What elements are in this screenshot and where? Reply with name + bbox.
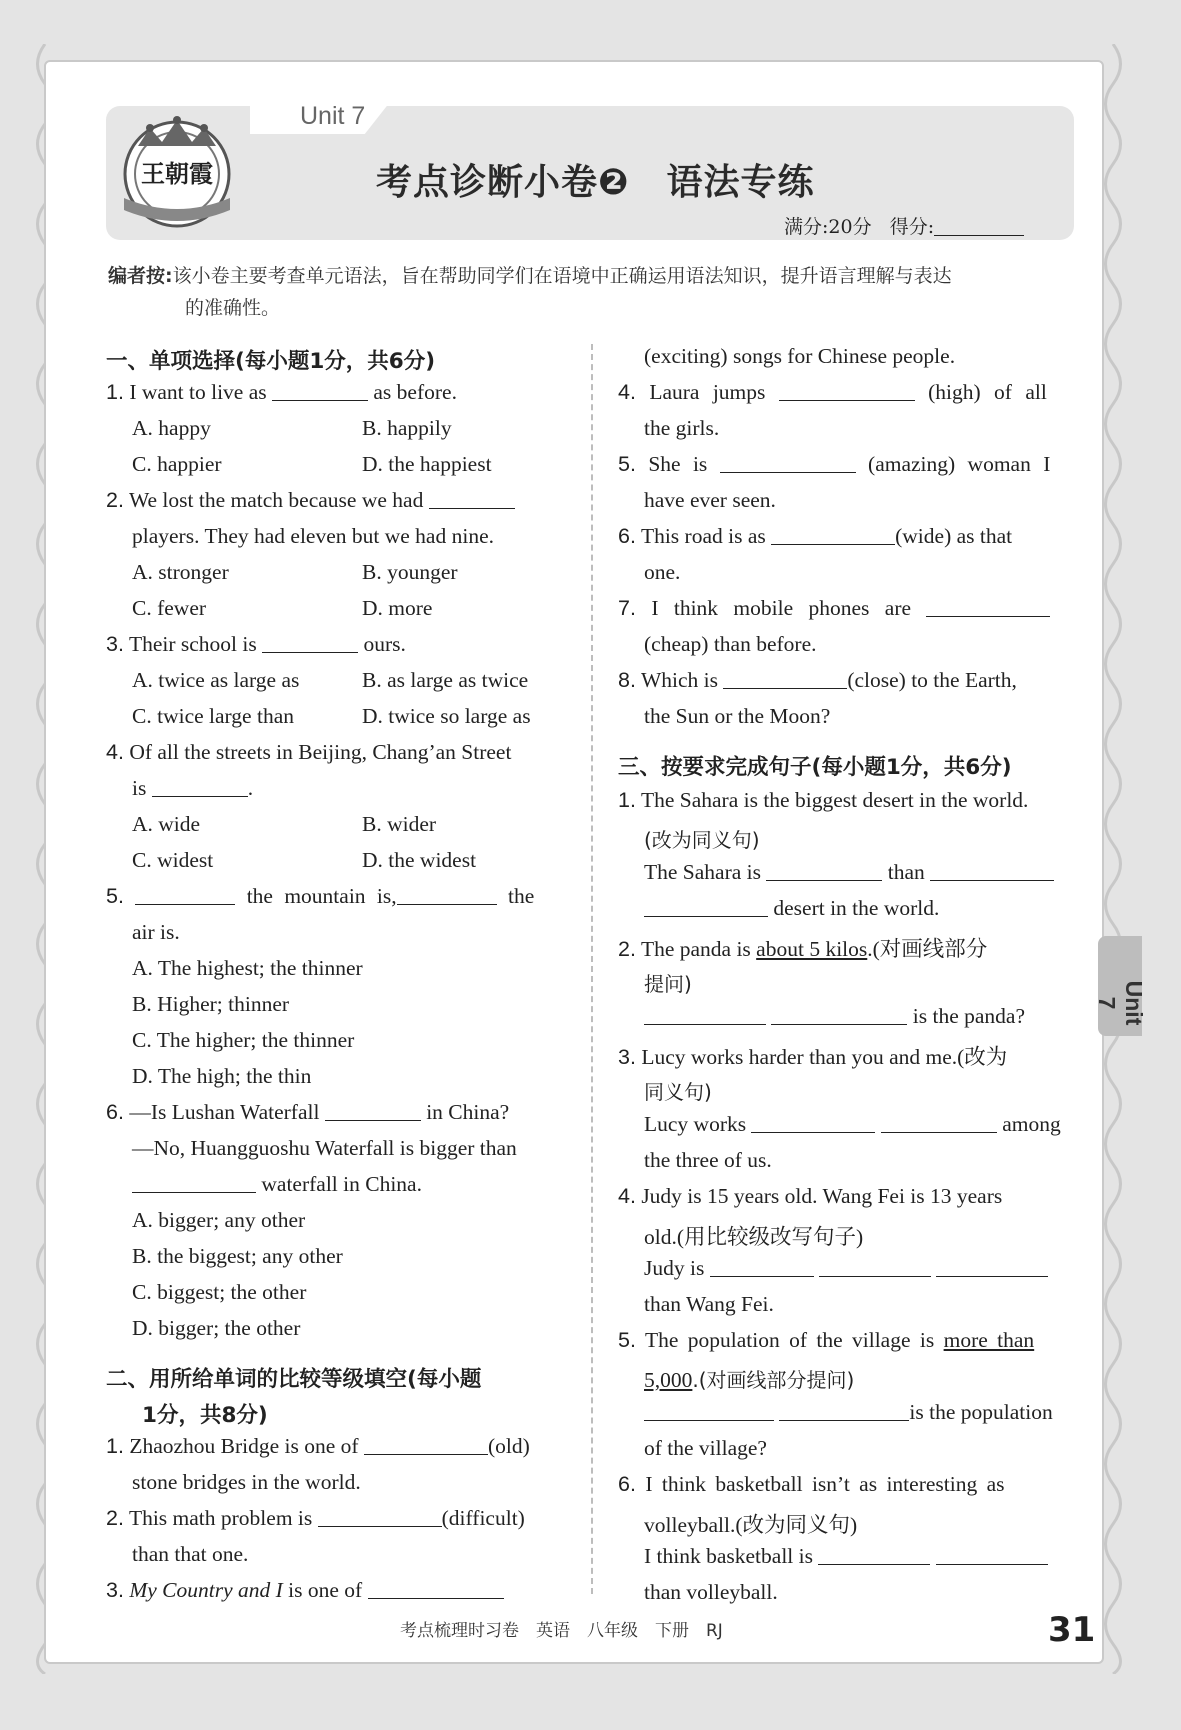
answer-blank[interactable] — [368, 1579, 504, 1599]
full-score: 满分:20分 — [784, 216, 872, 238]
s1-question-2: 2. We lost the match because we had — [106, 488, 515, 513]
answer-blank-1[interactable] — [818, 1545, 930, 1565]
s3-q3-line3: Lucy works among — [644, 1112, 1061, 1136]
footer-text: 考点梳理时习卷 英语 八年级 下册 RJ — [400, 1621, 723, 1641]
answer-blank-2[interactable] — [771, 1005, 907, 1025]
s3-q2-line3: is the panda? — [644, 1004, 1025, 1029]
answer-blank[interactable] — [318, 1507, 442, 1527]
s1-q2-option-b[interactable]: B. younger — [362, 560, 458, 584]
underlined-part-1: more than — [943, 1328, 1035, 1352]
s1-q5-option-a[interactable]: A. The highest; the thinner — [132, 956, 363, 980]
s1-q4-line2: is . — [132, 776, 254, 800]
s1-q6-option-c[interactable]: C. biggest; the other — [132, 1280, 307, 1304]
s3-question-5: 5. The population of the village is more than — [618, 1328, 1035, 1352]
section3-title: 三、按要求完成句子(每小题1分，共6分) — [618, 755, 1012, 780]
section2-title-line1: 二、用所给单词的比较等级填空(每小题 — [106, 1367, 482, 1392]
s1-q6-option-a[interactable]: A. bigger; any other — [132, 1208, 306, 1232]
answer-blank-1[interactable] — [751, 1113, 875, 1133]
s3-q3-instruction: 同义句) — [644, 1080, 712, 1104]
s1-q2-option-a[interactable]: A. stronger — [132, 560, 229, 584]
s1-q4-option-c[interactable]: C. widest — [132, 848, 214, 872]
s1-q1-option-a[interactable]: A. happy — [132, 416, 211, 440]
s1-q2-line2: players. They had eleven but we had nine. — [132, 524, 494, 548]
s2-q8-line2: the Sun or the Moon? — [644, 704, 831, 728]
answer-blank[interactable] — [272, 381, 368, 401]
s2-question-2: 2. This math problem is (difficult) — [106, 1506, 525, 1530]
brand-seal-logo — [116, 110, 238, 232]
answer-blank[interactable] — [152, 777, 248, 797]
unit-side-tab-label: Unit 7 — [1094, 980, 1147, 1026]
svg-text:王朝霞: 王朝霞 — [141, 159, 213, 188]
s1-q1-option-d[interactable]: D. the happiest — [362, 452, 492, 476]
s1-q6-option-b[interactable]: B. the biggest; any other — [132, 1244, 343, 1268]
s3-q6-line4: than volleyball. — [644, 1580, 778, 1604]
answer-blank-2[interactable] — [930, 861, 1054, 881]
s2-question-7: 7. I think mobile phones are — [618, 596, 1050, 621]
answer-blank[interactable] — [325, 1101, 421, 1121]
score-label: 得分: — [889, 216, 935, 238]
answer-blank-3[interactable] — [936, 1257, 1048, 1277]
s1-q4-option-a[interactable]: A. wide — [132, 812, 201, 836]
s1-q5-option-b[interactable]: B. Higher; thinner — [132, 992, 290, 1016]
s2-q5-line2: have ever seen. — [644, 488, 776, 512]
s1-q2-option-c[interactable]: C. fewer — [132, 596, 207, 620]
s2-question-4: 4. Laura jumps (high) of all — [618, 380, 1047, 404]
editor-note-line1: 该小卷主要考查单元语法，旨在帮助同学们在语境中正确运用语法知识，提升语言理解与表达 — [172, 265, 952, 287]
s1-q4-option-b[interactable]: B. wider — [362, 812, 437, 836]
answer-blank[interactable] — [132, 1173, 256, 1193]
s3-q1-instruction: (改为同义句) — [644, 828, 760, 852]
answer-blank[interactable] — [779, 381, 915, 401]
s2-q7-line2: (cheap) than before. — [644, 632, 817, 656]
column-divider — [591, 344, 593, 1594]
editor-note-line2: 的准确性。 — [185, 297, 281, 319]
underlined-part-2: 5,000 — [644, 1368, 693, 1392]
s2-question-6: 6. This road is as (wide) as that — [618, 524, 1013, 548]
s1-q6-option-d[interactable]: D. bigger; the other — [132, 1316, 301, 1340]
answer-blank[interactable] — [429, 489, 515, 509]
s3-question-6: 6. I think basketball isn’t as interesting as — [618, 1472, 1005, 1496]
answer-blank-1[interactable] — [135, 885, 235, 905]
s1-question-4: 4. Of all the streets in Beijing, Chang’an Street — [106, 740, 512, 764]
answer-blank[interactable] — [720, 453, 856, 473]
s1-q5-line2: air is. — [132, 920, 180, 944]
editor-note — [108, 260, 1074, 324]
s3-q1-line3: The Sahara is than — [644, 860, 1054, 885]
answer-blank-2[interactable] — [881, 1113, 997, 1133]
score-blank[interactable] — [934, 235, 1024, 236]
answer-blank-1[interactable] — [710, 1257, 814, 1277]
s1-q3-option-a[interactable]: A. twice as large as — [132, 668, 300, 692]
s3-q2-instruction: 提问) — [644, 972, 692, 996]
s1-q3-option-c[interactable]: C. twice large than — [132, 704, 294, 728]
s3-question-4: 4. Judy is 15 years old. Wang Fei is 13 years — [618, 1184, 1003, 1208]
s3-q3-line4: the three of us. — [644, 1148, 772, 1172]
answer-blank-2[interactable] — [397, 885, 497, 905]
s3-q5-line2: 5,000.(对画线部分提问) — [644, 1368, 855, 1392]
s1-q2-option-d[interactable]: D. more — [362, 596, 433, 620]
s1-q4-option-d[interactable]: D. the widest — [362, 848, 477, 872]
s2-question-1: 1. Zhaozhou Bridge is one of (old) — [106, 1434, 530, 1458]
s3-q5-line3: is the population — [644, 1400, 1053, 1425]
s1-question-5: 5. the mountain is, the — [106, 884, 535, 908]
answer-blank[interactable] — [364, 1435, 488, 1455]
answer-blank[interactable] — [926, 597, 1050, 617]
s2-question-5: 5. She is (amazing) woman I — [618, 452, 1051, 476]
s3-q6-line3: I think basketball is — [644, 1544, 1048, 1569]
answer-blank[interactable] — [723, 669, 847, 689]
s3-q6-line2: volleyball.(改为同义句) — [644, 1513, 858, 1537]
underlined-part: about 5 kilos — [756, 937, 868, 961]
answer-blank[interactable] — [262, 633, 358, 653]
score-line — [784, 212, 1024, 239]
editor-note-label: 编者按: — [108, 265, 173, 287]
s1-q6-line2: —No, Huangguoshu Waterfall is bigger than — [132, 1136, 517, 1160]
answer-blank-1[interactable] — [766, 861, 882, 881]
s1-q1-option-c[interactable]: C. happier — [132, 452, 222, 476]
s2-q1-line2: stone bridges in the world. — [132, 1470, 361, 1494]
s3-q1-line4: desert in the world. — [644, 896, 939, 921]
section1-title: 一、单项选择(每小题1分，共6分) — [106, 349, 436, 374]
s1-question-3: 3. Their school is ours. — [106, 632, 406, 656]
s1-question-1: 1. I want to live as as before. — [106, 380, 457, 404]
answer-blank-3[interactable] — [644, 897, 768, 917]
s2-q6-line2: one. — [644, 560, 681, 584]
s2-q3-line2: (exciting) songs for Chinese people. — [644, 344, 956, 368]
s2-q2-line2: than that one. — [132, 1542, 249, 1566]
s1-q6-line3: waterfall in China. — [132, 1172, 422, 1197]
s3-question-3: 3. Lucy works harder than you and me.(改为 — [618, 1045, 1008, 1069]
unit-label: Unit 7 — [300, 102, 366, 130]
s2-q4-line2: the girls. — [644, 416, 720, 440]
answer-blank[interactable] — [771, 525, 895, 545]
s3-q4-line4: than Wang Fei. — [644, 1292, 774, 1316]
s3-q4-line2: old.(用比较级改写句子) — [644, 1225, 864, 1249]
s3-question-1: 1. The Sahara is the biggest desert in the world. — [618, 788, 1029, 812]
answer-blank-1[interactable] — [644, 1005, 766, 1025]
s1-question-6: 6. —Is Lushan Waterfall in China? — [106, 1100, 510, 1124]
answer-blank-2[interactable] — [779, 1401, 909, 1421]
answer-blank-1[interactable] — [644, 1401, 774, 1421]
s2-question-3: 3. My Country and I is one of — [106, 1578, 504, 1603]
s1-q3-option-d[interactable]: D. twice so large as — [362, 704, 531, 728]
s1-q1-option-b[interactable]: B. happily — [362, 416, 452, 440]
s1-q5-option-c[interactable]: C. The higher; the thinner — [132, 1028, 355, 1052]
s3-q5-line4: of the village? — [644, 1436, 767, 1460]
answer-blank-2[interactable] — [819, 1257, 931, 1277]
s1-q3-option-b[interactable]: B. as large as twice — [362, 668, 529, 692]
s2-question-8: 8. Which is (close) to the Earth, — [618, 668, 1017, 692]
s3-q4-line3: Judy is — [644, 1256, 1048, 1281]
section2-title-line2: 1分，共8分) — [142, 1403, 268, 1428]
page-title: 考点诊断小卷❷ 语法专练 — [376, 162, 815, 203]
s3-question-2: 2. The panda is about 5 kilos.(对画线部分 — [618, 937, 988, 961]
page-number: 31 — [1048, 1610, 1096, 1650]
s1-q5-option-d[interactable]: D. The high; the thin — [132, 1064, 312, 1088]
answer-blank-2[interactable] — [936, 1545, 1048, 1565]
